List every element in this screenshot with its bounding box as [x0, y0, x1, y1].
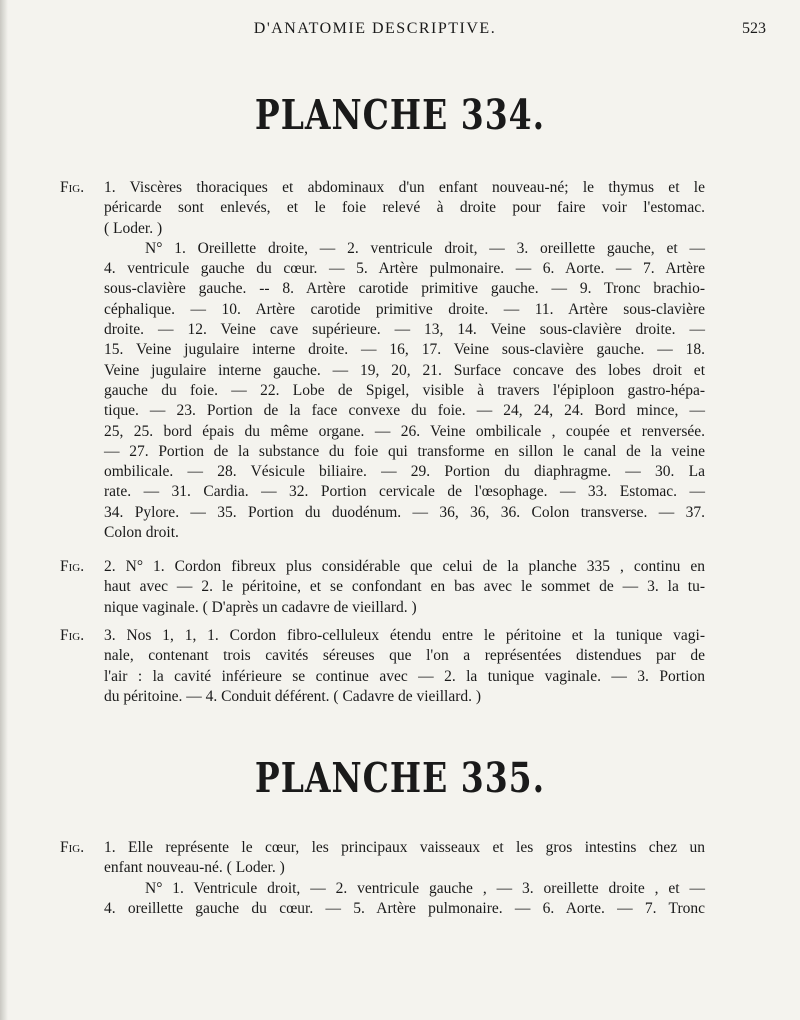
figure-text-line: nale, contenant trois cavités séreuses que l'on a représentées distendues par de [104, 647, 705, 665]
figure-entry [60, 626, 705, 707]
legend-line: — 27. Portion de la substance du foie qui transforme en sillon le canal de la veine [104, 442, 705, 460]
figure-text-line: 1. Elle représente le cœur, les principaux vaisseaux et les gros intestins chez un [104, 839, 705, 856]
figure-text-line: 2. N° 1. Cordon fibreux plus considérable que celui de la planche 335 , continu en [104, 558, 705, 575]
legend-line: 34. Pylore. — 35. Portion du duodénum. — 36, 36, 36. Colon transverse. — 37. [104, 503, 705, 521]
figure-text-line: haut avec — 2. le péritoine, et se confondant en bas avec le sommet de — 3. la tu- [104, 578, 705, 596]
figure-entry [60, 557, 705, 618]
figure-text-line: péricarde sont enlevés, et le foie relevé à droite pour faire voir l'estomac. [104, 199, 705, 217]
legend-line: N° 1. Oreillette droite, — 2. ventricule droit, — 3. oreillette gauche, et — [145, 239, 705, 257]
figure-entry [60, 178, 705, 543]
figure-text-line: 1. Viscères thoraciques et abdominaux d'un enfant nouveau-né; le thymus et le [104, 179, 705, 196]
page-edge-shadow [0, 0, 8, 1020]
legend-line: tique. — 23. Portion de la face convexe du foie. — 24, 24, 24. Bord mince, — [104, 402, 705, 420]
legend-line: gauche du foie. — 22. Lobe de Spigel, visible à travers l'épiploon gastro-hépa- [104, 381, 705, 399]
legend-line: 15. Veine jugulaire interne droite. — 16, 17. Veine sous-clavière gauche. — 18. [104, 341, 705, 359]
page-header [0, 18, 800, 42]
figure-label: Fig. [60, 558, 85, 575]
figure-text-line: enfant nouveau-né. ( Loder. ) [104, 859, 285, 877]
legend-line: 25, 25. bord épais du même organe. — 26. Veine ombilicale , coupée et renversée. [104, 422, 705, 440]
figure-text-line: 3. Nos 1, 1, 1. Cordon fibro-celluleux étendu entre le péritoine et la tunique vagi- [104, 627, 705, 644]
legend-line: Veine jugulaire interne gauche. — 19, 20, 21. Surface concave des lobes droit et [104, 361, 705, 379]
legend-line: 4. oreillette gauche du cœur. — 5. Artère pulmonaire. — 6. Aorte. — 7. Tronc [104, 899, 705, 917]
legend-line: N° 1. Ventricule droit, — 2. ventricule gauche , — 3. oreillette droite , et — [145, 879, 705, 897]
running-title: D'ANATOMIE DESCRIPTIVE. [253, 20, 497, 37]
legend-line: 4. ventricule gauche du cœur. — 5. Artère pulmonaire. — 6. Aorte. — 7. Artère [104, 260, 705, 278]
figure-text-line: ( Loder. ) [104, 219, 163, 237]
figure-text-line: l'air : la cavité inférieure se continue avec — 2. la tunique vaginale. — 3. Portion [104, 667, 705, 685]
legend-line: céphalique. — 10. Artère carotide primitive droite. — 11. Artère sous-clavière [104, 300, 705, 318]
figure-label: Fig. [60, 839, 85, 856]
legend-line: ombilicale. — 28. Vésicule biliaire. — 29. Portion du diaphragme. — 30. La [104, 463, 705, 481]
figure-entry [60, 838, 705, 919]
figure-text-line: du péritoine. — 4. Conduit déférent. ( Cadavre de vieillard. ) [104, 687, 482, 705]
legend-line: rate. — 31. Cardia. — 32. Portion cervicale de l'œsophage. — 33. Estomac. — [104, 483, 705, 501]
legend-line: sous-clavière gauche. -- 8. Artère carotide primitive gauche. — 9. Tronc brachio- [104, 280, 705, 298]
legend-line: droite. — 12. Veine cave supérieure. — 13, 14. Veine sous-clavière droite. — [104, 321, 705, 339]
page-number: 523 [742, 20, 766, 37]
legend-line: Colon droit. [104, 524, 179, 542]
figure-label: Fig. [60, 179, 85, 196]
plate-title: PLANCHE 334. [254, 90, 546, 139]
plate-title: PLANCHE 335. [254, 753, 546, 802]
figure-label: Fig. [60, 627, 85, 644]
figure-text-line: nique vaginale. ( D'après un cadavre de vieillard. ) [104, 598, 417, 616]
